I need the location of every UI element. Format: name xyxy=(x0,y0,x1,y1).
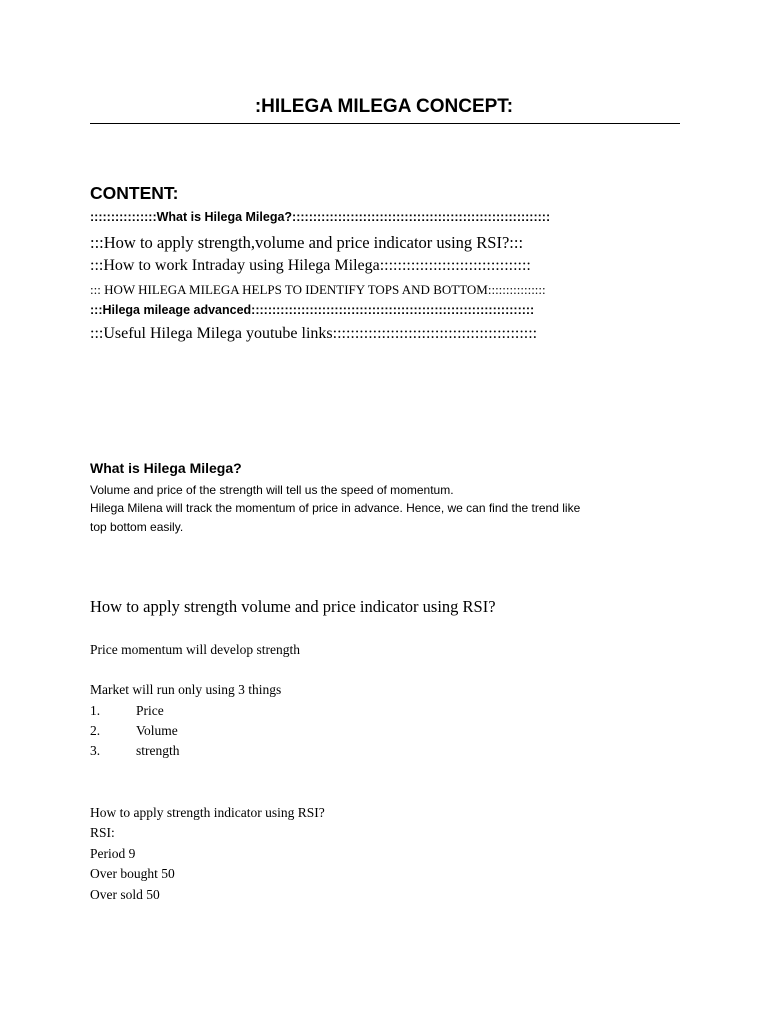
list-item-number: 3. xyxy=(90,743,101,758)
paragraph-line: Period 9 xyxy=(90,846,136,861)
title-underline xyxy=(90,123,680,124)
list-item-text: strength xyxy=(136,743,180,758)
list-item-text: Volume xyxy=(136,723,178,738)
page-title: :HILEGA MILEGA CONCEPT: xyxy=(254,96,514,117)
content-heading: CONTENT: xyxy=(90,183,179,203)
list-item-number: 1. xyxy=(90,703,101,718)
paragraph-line: Price momentum will develop strength xyxy=(90,642,300,657)
paragraph-line: Over bought 50 xyxy=(90,866,175,881)
paragraph-line: Volume and price of the strength will tell us the speed of momentum. xyxy=(90,483,454,497)
list-item-text: Price xyxy=(136,703,164,718)
toc-item-intraday[interactable]: :::How to work Intraday using Hilega Milega:::::::::::::::::::::::::::::::::: xyxy=(90,257,531,274)
toc-item-tops-bottom[interactable]: ::: HOW HILEGA MILEGA HELPS TO IDENTIFY TOPS AND BOTTOM:::::::::::::::: xyxy=(90,282,546,297)
paragraph-line: top bottom easily. xyxy=(90,520,184,534)
paragraph-line: Over sold 50 xyxy=(90,887,160,902)
paragraph-line: RSI: xyxy=(90,825,115,840)
paragraph-line: Market will run only using 3 things xyxy=(90,682,282,697)
paragraph-line: How to apply strength indicator using RSI? xyxy=(90,805,325,820)
section-heading-apply-rsi: How to apply strength volume and price indicator using RSI? xyxy=(90,597,496,616)
list-item-number: 2. xyxy=(90,723,101,738)
toc-item-advanced[interactable]: :::Hilega mileage advanced:::::::::::::::::::::::::::::::::::::::::::::::::::::::::::::::::::: xyxy=(90,303,535,317)
toc-item-youtube-links[interactable]: :::Useful Hilega Milega youtube links:::::::::::::::::::::::::::::::::::::::::::::: xyxy=(90,325,538,342)
section-heading-what-is: What is Hilega Milega? xyxy=(90,460,242,476)
toc-item-apply-rsi[interactable]: :::How to apply strength,volume and price indicator using RSI?::: xyxy=(90,233,524,252)
paragraph-line: Hilega Milena will track the momentum of price in advance. Hence, we can find the trend like xyxy=(90,501,581,515)
toc-item-what-is[interactable]: ::::::::::::::::What is Hilega Milega?:::::::::::::::::::::::::::::::::::::::::::::::::::::::::::::: xyxy=(90,210,551,224)
